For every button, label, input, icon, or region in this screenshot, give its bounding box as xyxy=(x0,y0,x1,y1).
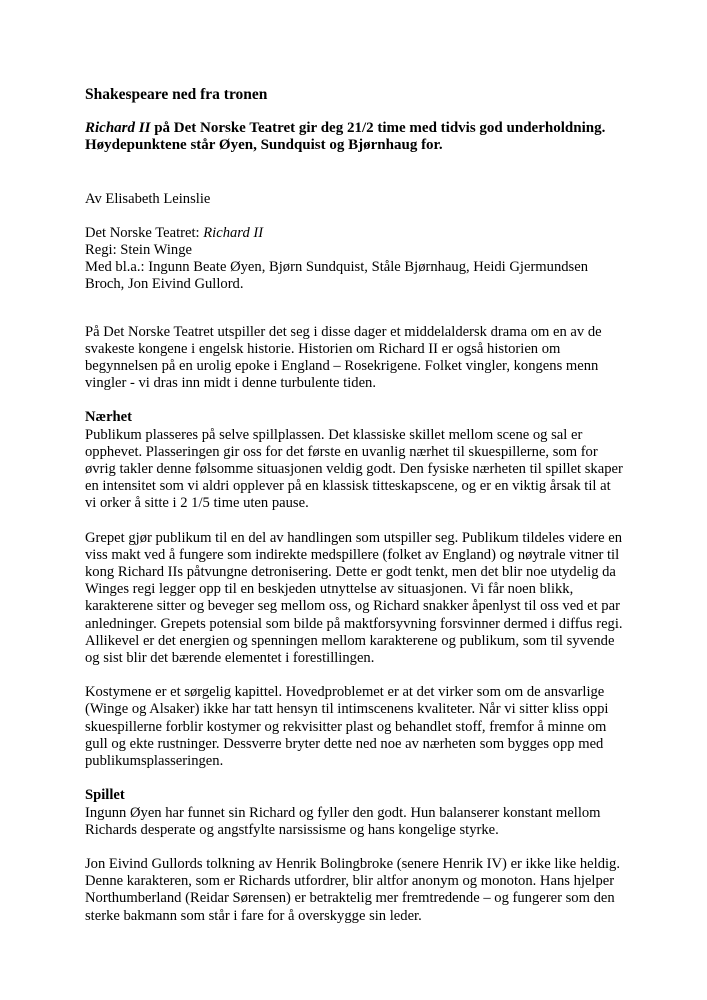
intro-paragraph: På Det Norske Teatret utspiller det seg i disse dager et middelaldersk drama om en av de svakeste kongene i engelsk historie. Historien om Richard II er også historien om begynnelsen på en urolig epoke i England – Rosekrigene. Folket vingler, kongens menn vingler - vi dras inn midt i denne turbulente tiden. xyxy=(85,323,602,392)
byline: Av Elisabeth Leinslie xyxy=(85,190,211,207)
credit-venue-line xyxy=(85,225,625,242)
credits-block xyxy=(85,225,625,294)
paragraph: Grepet gjør publikum til en del av handlingen som utspiller seg. Publikum tildeles videre en viss makt ved å fungere som indirekte medspillere (folket av England) og nøytrale vitner til kong Richard IIs påtvungne detronisering. Dette er godt tenkt, men det blir noe utydelig da Winges regi legger opp til en beskjeden utnyttelse av situasjonen. Vi får noen blikk, karakterene sitter og beveger seg mellom oss, og Richard snakker åpenlyst til oss ved et par anledninger. Grepets potensial som bilde på maktforsyvning forsvinner dermed i diffus regi. Allikevel er det energien og spenningen mellom karakterene og publikum, som til syvende og sist blir det bærende elementet i forestillingen. xyxy=(85,529,623,667)
paragraph: Ingunn Øyen har funnet sin Richard og fyller den godt. Hun balanserer konstant mellom Richards desperate og angstfylte narsissisme og hans kongelige styrke. xyxy=(85,804,601,838)
paragraph: Kostymene er et sørgelig kapittel. Hovedproblemet er at det virker som om de ansvarlige (Winge og Alsaker) ikke har tatt hensyn til intimscenens kvaliteter. Når vi sitter kliss oppi skuespillerne forblir kostymer og rekvisitter plast og behandlet stoff, fremfor å minne om gull og ekte rustninger. Dessverre bryter dette ned noe av nærheten som bygges opp med publikumsplasseringen. xyxy=(85,684,609,770)
section-naerhet xyxy=(85,409,625,770)
lead-text: på Det Norske Teatret gir deg 21/2 time med tidvis god underholdning. Høydepunktene står Øyen, Sundquist og Bjørnhaug for. xyxy=(85,120,606,154)
credit-venue-label: Det Norske Teatret: xyxy=(85,224,204,241)
section-heading-spillet: Spillet xyxy=(85,787,125,804)
credit-work-title: Richard II xyxy=(203,224,264,241)
article-body xyxy=(85,86,625,942)
section-spillet xyxy=(85,787,625,924)
lead-paragraph xyxy=(85,120,625,154)
section-heading-naerhet: Nærhet xyxy=(85,409,133,426)
paragraph: Publikum plasseres på selve spillplassen. Det klassiske skillet mellom scene og sal er opphevet. Plasseringen gir oss for det første en uvanlig nærhet til skuespillerne, som for øvrig takler denne følsomme situasjonen veldig godt. Den fysiske nærheten til spillet skaper en intensitet som vi aldri opplever på en klassisk titteskapscene, og er en viktig årsak til at vi orker å sitte i 2 1/5 time uten pause. xyxy=(85,426,623,512)
lead-work-title: Richard II xyxy=(85,120,151,137)
paragraph: Jon Eivind Gullords tolkning av Henrik Bolingbroke (senere Henrik IV) er ikke like heldig. Denne karakteren, som er Richards utfordrer, blir altfor anonym og monoton. Hans hjelper Northumberland (Reidar Sørensen) er betraktelig mer fremtredende – og fungerer som den sterke bakmann som står i fare for å overskygge sin leder. xyxy=(85,855,620,924)
credit-cast-line: Med bl.a.: Ingunn Beate Øyen, Bjørn Sundquist, Ståle Bjørnhaug, Heidi Gjermundsen Broch, Jon Eivind Gullord. xyxy=(85,259,589,293)
credit-director-line: Regi: Stein Winge xyxy=(85,242,192,259)
article-title: Shakespeare ned fra tronen xyxy=(85,86,268,103)
